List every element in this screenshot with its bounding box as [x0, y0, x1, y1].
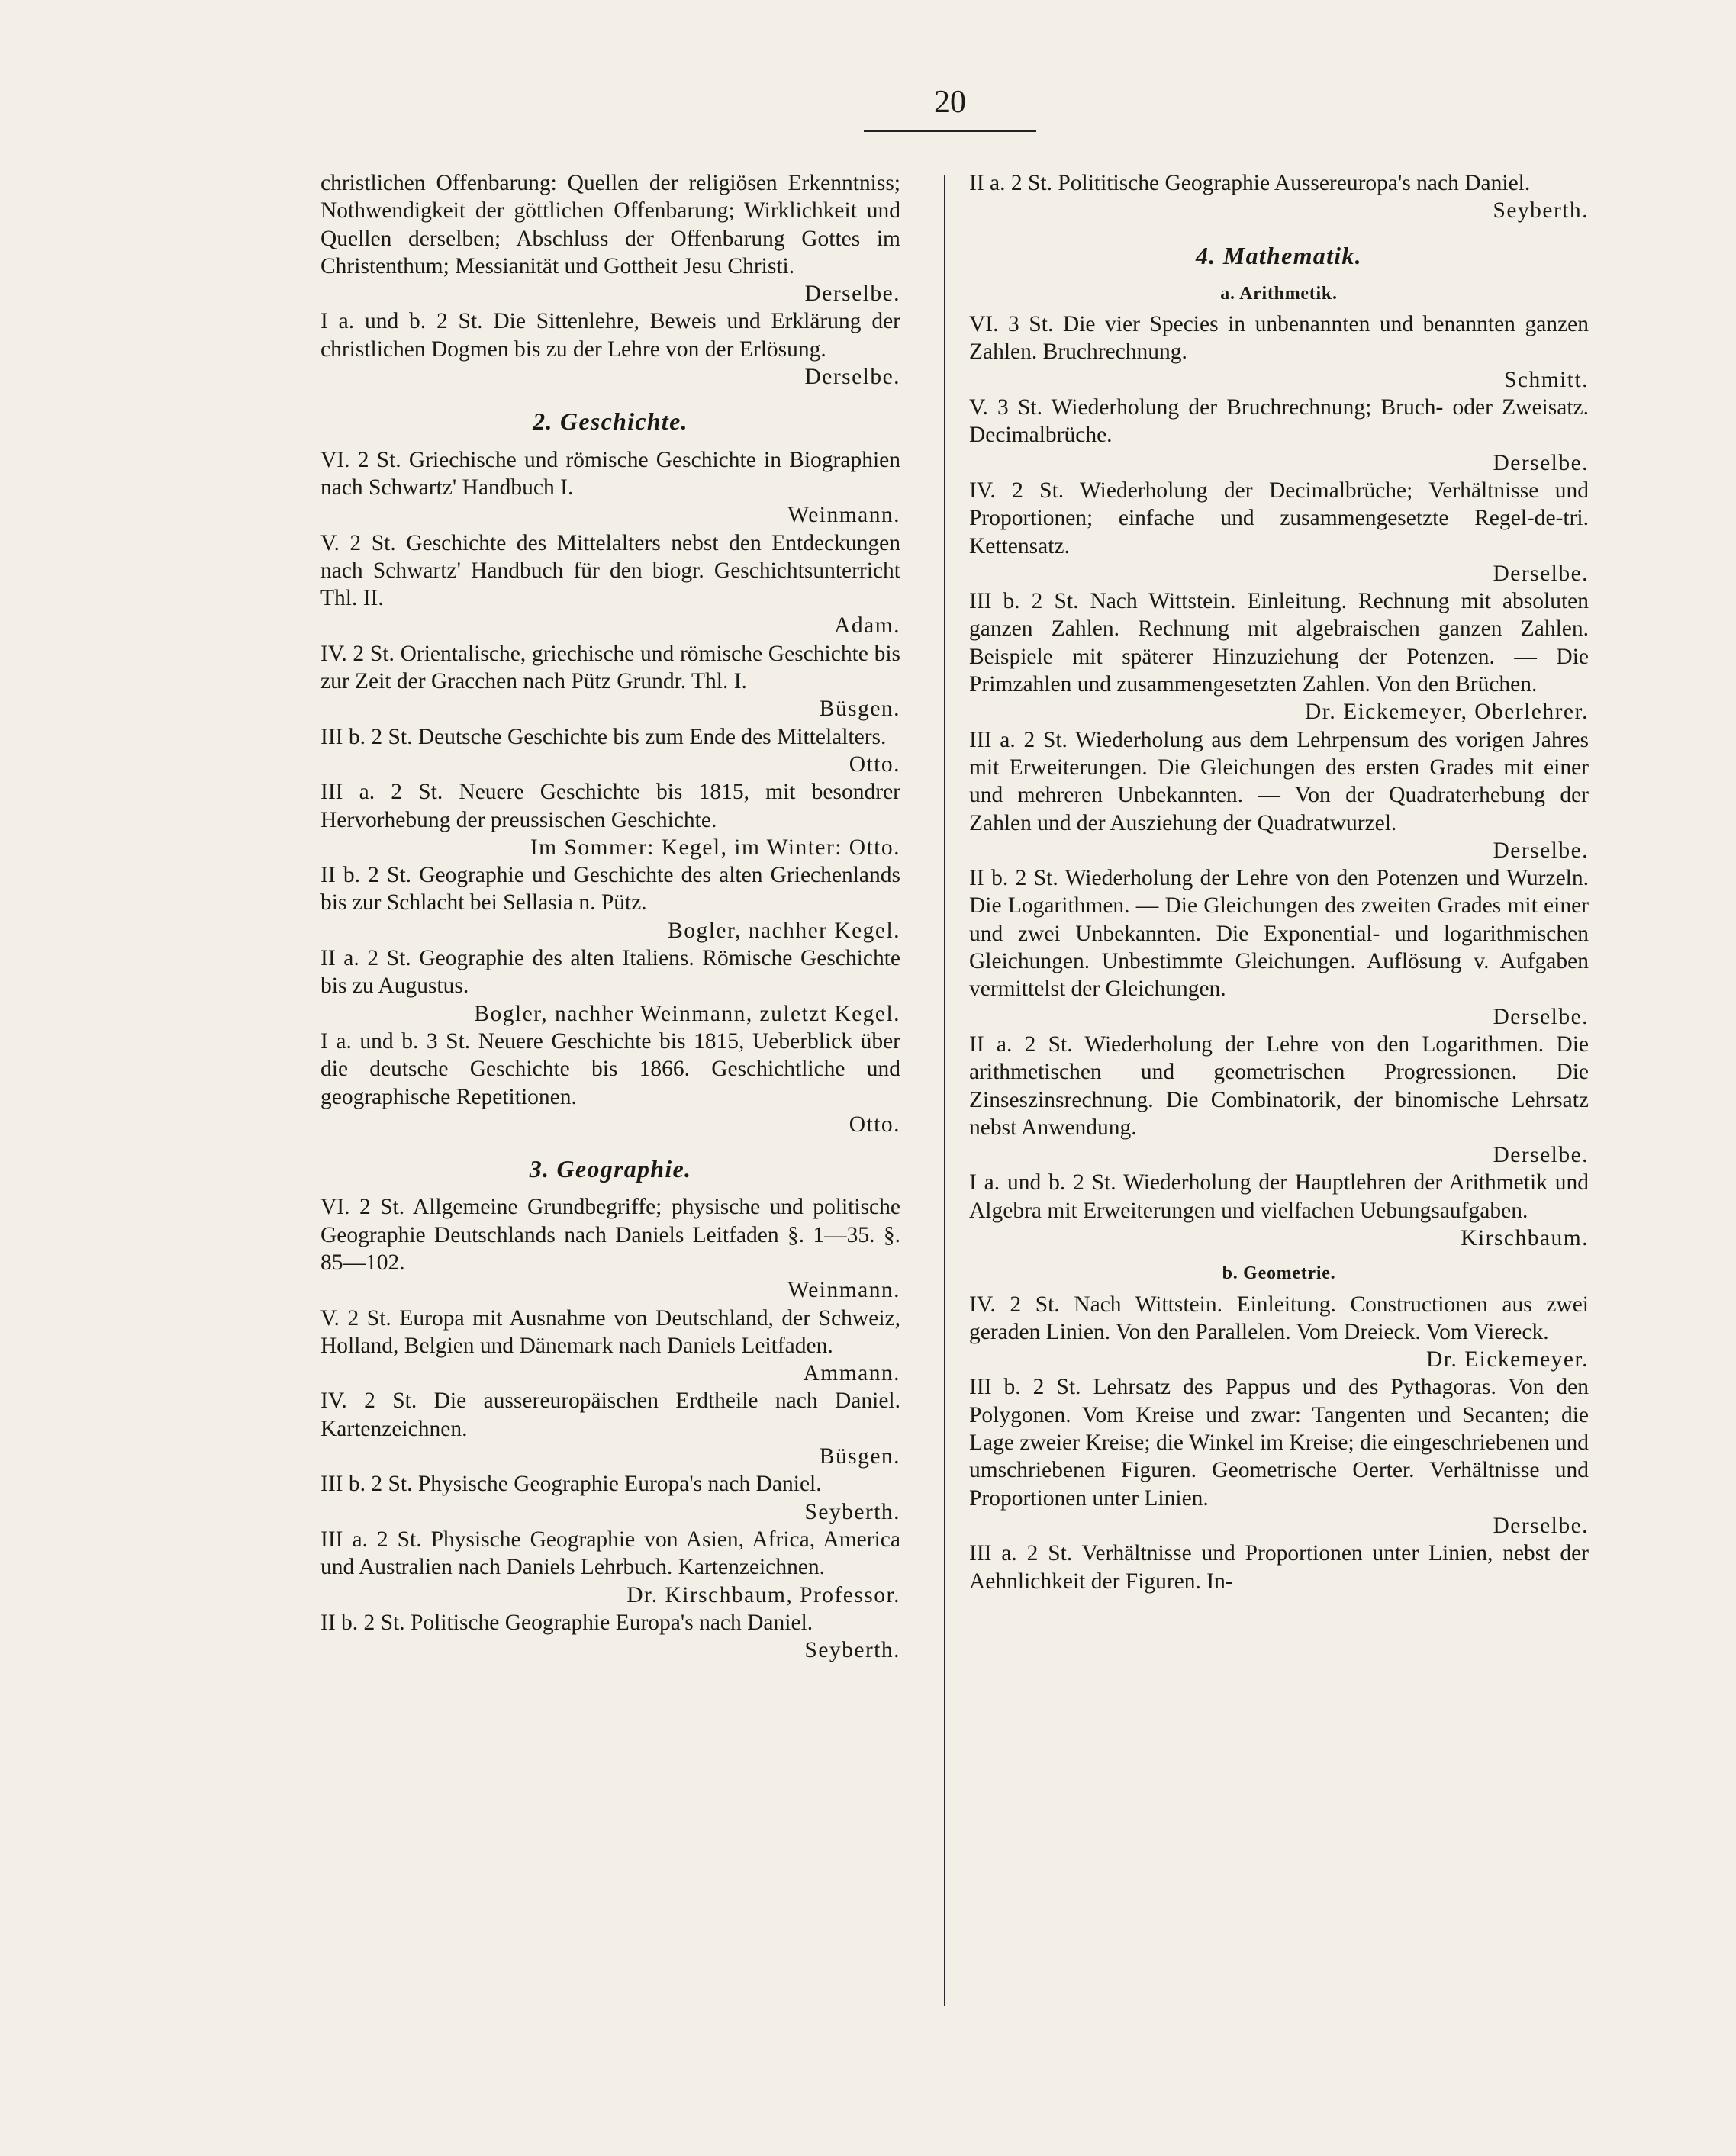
column-divider — [944, 175, 945, 2006]
teacher-signature: Derselbe. — [1493, 1004, 1589, 1029]
course-entry: IV. 2 St. Nach Wittstein. Einleitung. Constructionen aus zwei geraden Linien. Von den Parallelen. Vom Dreieck. Vom Viereck. — [969, 1292, 1589, 1344]
course-entry: IV. 2 St. Die aussereuropäischen Erdtheile nach Daniel. Kartenzeichnen. — [320, 1389, 900, 1441]
course-entry: VI. 2 St. Allgemeine Grundbegriffe; physische und politische Geographie Deutschlands nach Daniels Leitfaden §. 1—35. §. 85—102. — [320, 1195, 900, 1275]
course-entry: IV. 2 St. Orientalische, griechische und römische Geschichte bis zur Zeit der Gracchen nach Pütz Grundr. Thl. I. — [320, 641, 900, 694]
teacher-signature: Seyberth. — [1493, 198, 1589, 224]
course-entry: II b. 2 St. Wiederholung der Lehre von den Potenzen und Wurzeln. Die Logarithmen. — Die Gleichungen des zweiten Grades mit einer und zwei Unbekannten. Die Exponential- und logarithmischen Gleichungen. Unbestimmte Gleichungen. Auflösung v. Aufgaben vermittelst der Gleichungen. — [969, 866, 1589, 1002]
teacher-signature: Bogler, nachher Weinmann, zuletzt Kegel. — [474, 1001, 900, 1026]
right-column — [969, 169, 1589, 1595]
teacher-signature: Otto. — [849, 751, 900, 777]
page-number-rule — [864, 130, 1036, 132]
teacher-signature: Derselbe. — [1493, 1513, 1589, 1538]
teacher-signature: Seyberth. — [804, 1638, 900, 1663]
course-entry: VI. 2 St. Griechische und römische Geschichte in Biographien nach Schwartz' Handbuch I. — [320, 447, 900, 500]
course-entry: III a. 2 St. Verhältnisse und Proportionen unter Linien, nebst der Aehnlichkeit der Figuren. In- — [969, 1541, 1589, 1594]
course-entry: III a. 2 St. Neuere Geschichte bis 1815, mit besondrer Hervorhebung der preussischen Geschichte. — [320, 780, 900, 832]
course-entry: II a. 2 St. Polititische Geographie Aussereuropa's nach Daniel. — [969, 171, 1531, 195]
teacher-signature: Dr. Eickemeyer. — [1426, 1347, 1589, 1372]
teacher-signature: Weinmann. — [787, 503, 900, 528]
course-entry: IV. 2 St. Wiederholung der Decimalbrüche; Verhältnisse und Proportionen; einfache und zusammengesetzte Regel-de-tri. Kettensatz. — [969, 478, 1589, 558]
teacher-signature: Im Sommer: Kegel, im Winter: Otto. — [530, 835, 900, 860]
teacher-signature: Derselbe. — [1493, 450, 1589, 475]
teacher-signature: Derselbe. — [1493, 561, 1589, 586]
course-entry: I a. und b. 2 St. Die Sittenlehre, Beweis und Erklärung der christlichen Dogmen bis zu der Lehre von der Erlösung. — [320, 309, 900, 362]
course-entry: I a. und b. 2 St. Wiederholung der Hauptlehren der Arithmetik und Algebra mit Erweiterungen und vielfachen Uebungsaufgaben. — [969, 1170, 1589, 1223]
teacher-signature: Dr. Kirschbaum, Professor. — [626, 1582, 900, 1607]
course-entry: I a. und b. 3 St. Neuere Geschichte bis 1815, Ueberblick über die deutsche Geschichte bis 1866. Geschichtliche und geographische Repetitionen. — [320, 1028, 900, 1109]
teacher-signature: Bogler, nachher Kegel. — [668, 918, 900, 943]
teacher-signature: Kirschbaum. — [1461, 1225, 1589, 1250]
teacher-signature: Adam. — [834, 613, 900, 639]
teacher-signature: Ammann. — [803, 1361, 900, 1386]
teacher-signature: Büsgen. — [819, 1444, 900, 1469]
subsection-heading: a. Arithmetik. — [1220, 283, 1338, 304]
course-entry: III a. 2 St. Wiederholung aus dem Lehrpensum des vorigen Jahres mit Erweiterungen. Die Gleichungen des ersten Grades mit einer und mehreren Unbekannten. — Von der Quadraterhebung der Zahlen und der Ausziehung der Quadratwurzel. — [969, 727, 1589, 835]
section-heading: 2. Geschichte. — [533, 407, 688, 436]
course-entry: christlichen Offenbarung: Quellen der religiösen Erkenntniss; Nothwendigkeit der göttlichen Offenbarung; Wirklichkeit und Quellen derselben; Abschluss der Offenbarung Gottes im Christenthum; Messianität und Gottheit Jesu Christi. — [320, 171, 900, 278]
course-entry: III b. 2 St. Lehrsatz des Pappus und des Pythagoras. Von den Polygonen. Vom Kreise und zwar: Tangenten und Secanten; die Lage zweier Kreise; die Winkel im Kreise; die eingeschriebenen und umschriebenen Figuren. Geometrische Oerter. Verhältnisse und Proportionen unter Linien. — [969, 1375, 1589, 1511]
teacher-signature: Dr. Eickemeyer, Oberlehrer. — [1304, 700, 1589, 725]
teacher-signature: Weinmann. — [787, 1278, 900, 1303]
course-entry: II b. 2 St. Geographie und Geschichte des alten Griechenlands bis zur Schlacht bei Sellasia n. Pütz. — [320, 863, 900, 915]
teacher-signature: Seyberth. — [804, 1499, 900, 1524]
teacher-signature: Otto. — [849, 1112, 900, 1137]
course-entry: II b. 2 St. Politische Geographie Europa's nach Daniel. — [320, 1610, 813, 1635]
section-heading: 4. Mathematik. — [1196, 241, 1362, 269]
course-entry: VI. 3 St. Die vier Species in unbenannten und benannten ganzen Zahlen. Bruchrechnung. — [969, 312, 1589, 365]
page-number: 20 — [934, 85, 966, 120]
teacher-signature: Derselbe. — [804, 282, 900, 307]
course-entry: III b. 2 St. Deutsche Geschichte bis zum Ende des Mittelalters. — [320, 724, 887, 749]
section-heading: 3. Geographie. — [529, 1155, 692, 1183]
course-entry: III b. 2 St. Physische Geographie Europa's nach Daniel. — [320, 1472, 822, 1497]
course-entry: III b. 2 St. Nach Wittstein. Einleitung. Rechnung mit absoluten ganzen Zahlen. Rechnung mit algebraischen ganzen Zahlen. Beispiele mit späterer Hinzuziehung der Potenzen. — Die Primzahlen und zusammengesetzten Zahlen. Von den Brüchen. — [969, 589, 1589, 697]
teacher-signature: Derselbe. — [804, 365, 900, 390]
course-entry: III a. 2 St. Physische Geographie von Asien, Africa, America und Australien nach Daniels Lehrbuch. Kartenzeichnen. — [320, 1527, 900, 1580]
left-column — [320, 169, 900, 1664]
teacher-signature: Derselbe. — [1493, 1143, 1589, 1168]
subsection-heading: b. Geometrie. — [1222, 1263, 1336, 1284]
course-entry: V. 3 St. Wiederholung der Bruchrechnung; Bruch- oder Zweisatz. Decimalbrüche. — [969, 395, 1589, 448]
teacher-signature: Schmitt. — [1504, 367, 1589, 392]
course-entry: V. 2 St. Europa mit Ausnahme von Deutschland, der Schweiz, Holland, Belgien und Dänemark nach Daniels Leitfaden. — [320, 1305, 900, 1358]
teacher-signature: Büsgen. — [819, 697, 900, 722]
teacher-signature: Derselbe. — [1493, 838, 1589, 863]
course-entry: II a. 2 St. Geographie des alten Italiens. Römische Geschichte bis zu Augustus. — [320, 946, 900, 999]
course-entry: V. 2 St. Geschichte des Mittelalters nebst den Entdeckungen nach Schwartz' Handbuch für den biogr. Geschichtsunterricht Thl. II. — [320, 530, 900, 611]
course-entry: II a. 2 St. Wiederholung der Lehre von den Logarithmen. Die arithmetischen und geometrischen Progressionen. Die Zinseszinsrechnung. Die Combinatorik, der binomische Lehrsatz nebst Anwendung. — [969, 1031, 1589, 1140]
